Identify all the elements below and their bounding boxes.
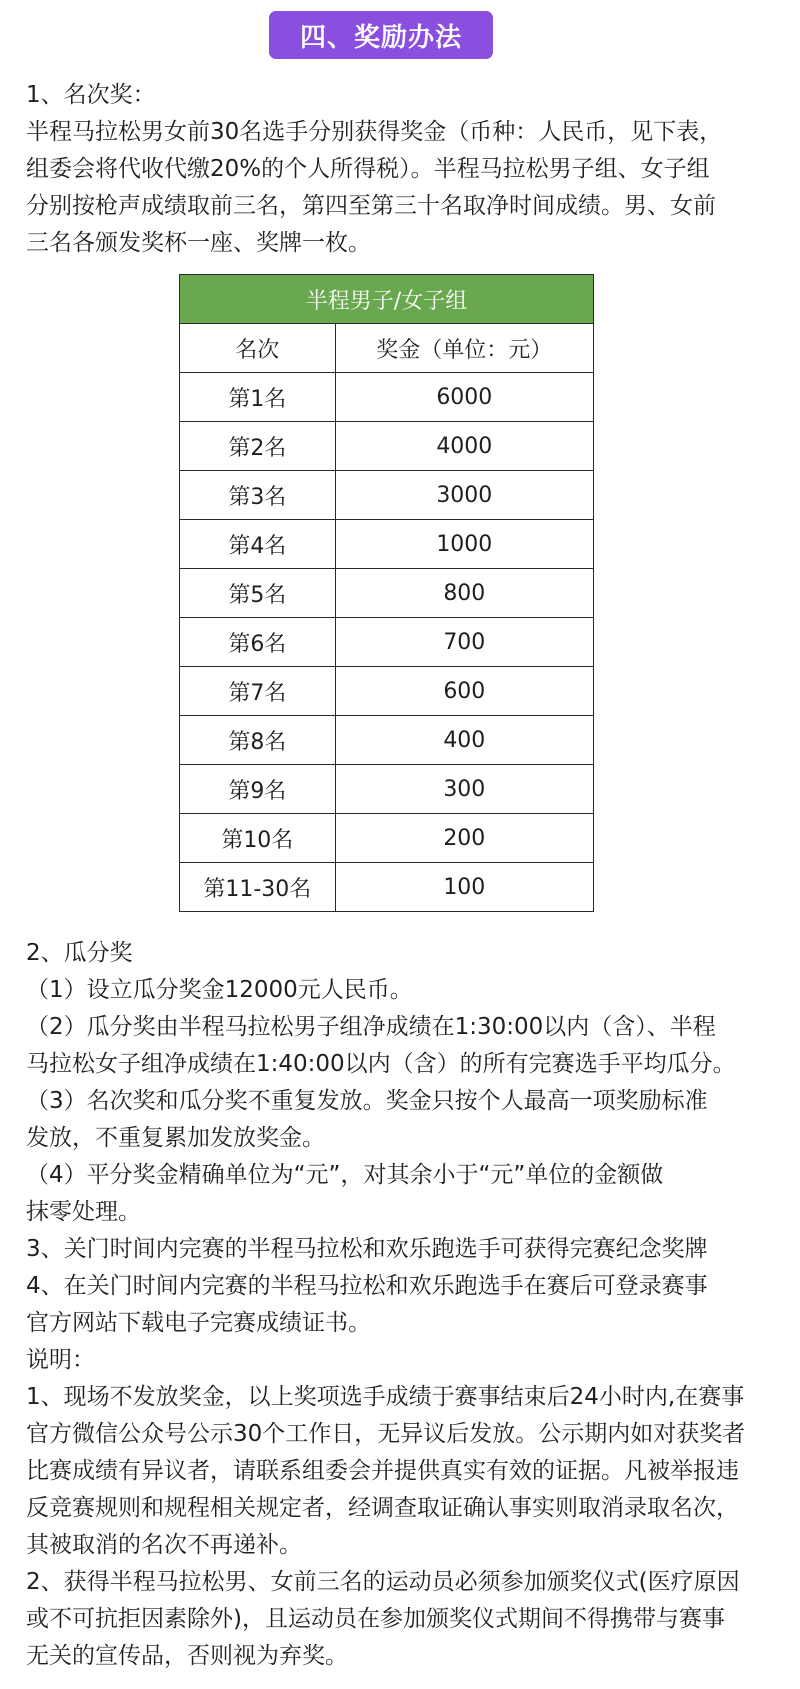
rank-cell: 第11-30名 [180,863,336,912]
rank-cell: 第6名 [180,618,336,667]
text-line: （2）瓜分奖由半程马拉松男子组净成绩在1:30:00以内（含）、半程 [26,1014,716,1040]
prize-cell: 6000 [335,373,593,422]
text-line: 马拉松女子组净成绩在1:40:00以内（含）的所有完赛选手平均瓜分。 [26,1051,736,1077]
rank-cell: 第3名 [180,471,336,520]
text-line: （4）平分奖金精确单位为“元”，对其余小于“元”单位的金额做 [26,1162,664,1188]
text-line: 1、名次奖： [26,82,156,108]
prize-rules-intro [26,77,786,262]
text-line: 4、在关门时间内完赛的半程马拉松和欢乐跑选手在赛后可登录赛事 [26,1273,708,1299]
rank-cell: 第8名 [180,716,336,765]
table-row [180,716,594,765]
column-header-prize: 奖金（单位：元） [335,324,593,373]
text-line: 无关的宣传品，否则视为弃奖。 [26,1643,348,1669]
text-line: （1）设立瓜分奖金12000元人民币。 [26,977,413,1003]
column-header-rank: 名次 [180,324,336,373]
prize-cell: 300 [335,765,593,814]
prize-table [179,274,594,912]
prize-cell: 100 [335,863,593,912]
text-line: （3）名次奖和瓜分奖不重复发放。奖金只按个人最高一项奖励标准 [26,1088,708,1114]
text-line: 分别按枪声成绩取前三名，第四至第三十名取净时间成绩。男、女前 [26,193,716,219]
table-row [180,520,594,569]
table-row [180,667,594,716]
text-line: 抹零处理。 [26,1199,141,1225]
rank-cell: 第4名 [180,520,336,569]
text-line: 发放，不重复累加发放奖金。 [26,1125,325,1151]
text-line: 官方网站下载电子完赛成绩证书。 [26,1310,371,1336]
table-row [180,765,594,814]
table-row [180,373,594,422]
table-row [180,569,594,618]
prize-cell: 600 [335,667,593,716]
table-row [180,422,594,471]
rank-cell: 第5名 [180,569,336,618]
section-title: 四、奖励办法 [299,22,462,53]
table-row [180,814,594,863]
text-line: 或不可抗拒因素除外)，且运动员在参加颁奖仪式期间不得携带与赛事 [26,1606,725,1632]
prize-cell: 4000 [335,422,593,471]
text-line: 2、瓜分奖 [26,940,133,966]
prize-cell: 800 [335,569,593,618]
prize-cell: 200 [335,814,593,863]
table-header-row [180,324,594,373]
text-line: 反竞赛规则和规程相关规定者，经调查取证确认事实则取消录取名次， [26,1495,739,1521]
text-line: 组委会将代收代缴20%的个人所得税）。半程马拉松男子组、女子组 [26,156,710,182]
text-line: 1、现场不发放奖金，以上奖项选手成绩于赛事结束后24小时内,在赛事 [26,1384,745,1410]
table-row [180,618,594,667]
text-line: 说明： [26,1347,95,1373]
table-row [180,863,594,912]
table-title: 半程男子/女子组 [180,275,594,324]
rank-cell: 第1名 [180,373,336,422]
text-line: 3、关门时间内完赛的半程马拉松和欢乐跑选手可获得完赛纪念奖牌 [26,1236,708,1262]
rank-cell: 第7名 [180,667,336,716]
section-header [269,11,493,59]
rank-cell: 第2名 [180,422,336,471]
prize-cell: 3000 [335,471,593,520]
prize-cell: 700 [335,618,593,667]
text-line: 官方微信公众号公示30个工作日，无异议后发放。公示期内如对获奖者 [26,1421,746,1447]
table-row [180,471,594,520]
text-line: 三名各颁发奖杯一座、奖牌一枚。 [26,230,371,256]
text-line: 半程马拉松男女前30名选手分别获得奖金（币种：人民币，见下表， [26,119,723,145]
prize-cell: 1000 [335,520,593,569]
text-line: 比赛成绩有异议者，请联系组委会并提供真实有效的证据。凡被举报违 [26,1458,739,1484]
prize-rules-details [26,935,786,1675]
text-line: 其被取消的名次不再递补。 [26,1532,302,1558]
rank-cell: 第10名 [180,814,336,863]
prize-table-wrapper [179,274,594,912]
prize-cell: 400 [335,716,593,765]
rank-cell: 第9名 [180,765,336,814]
text-line: 2、获得半程马拉松男、女前三名的运动员必须参加颁奖仪式(医疗原因 [26,1569,740,1595]
